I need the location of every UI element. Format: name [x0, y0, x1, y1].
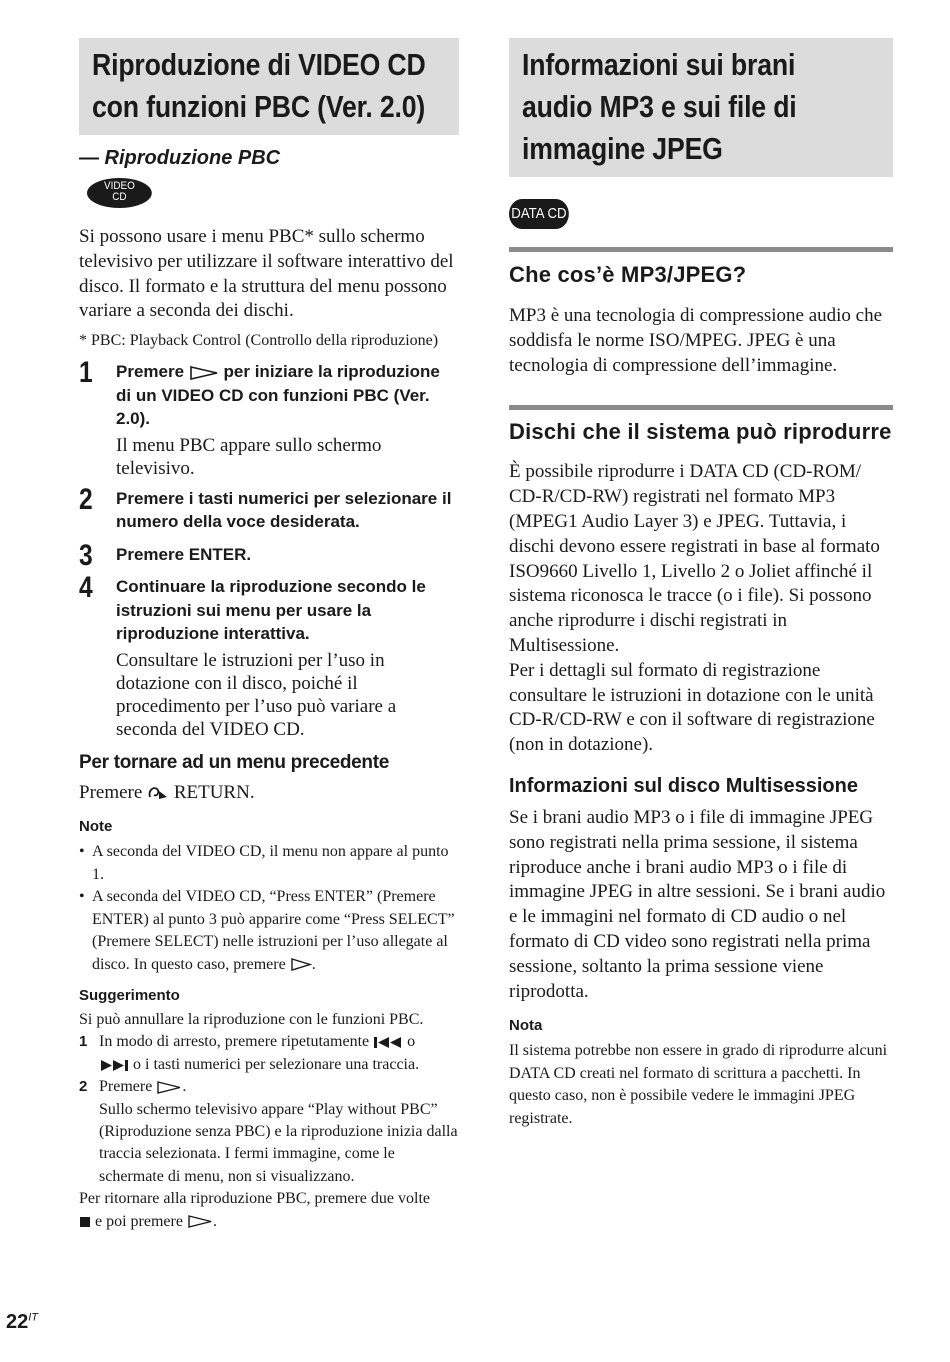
suggestion-outro-post: .	[212, 1212, 217, 1230]
left-title-line2: con funzioni PBC (Ver. 2.0)	[92, 89, 426, 124]
suggestion-text: Sullo schermo televisivo appare “Play without PBC” (Riproduzione senza PBC) e la riproduzione inizia dalla traccia selezionata. I fermi immagine, come le schermate di menu, non si visualizzano.	[99, 1100, 458, 1185]
page-number-value: 22	[6, 1311, 29, 1333]
next-track-icon	[99, 1059, 129, 1072]
suggestion-text-mid: o	[407, 1033, 416, 1051]
note-end: .	[311, 955, 316, 973]
play-icon	[290, 958, 312, 971]
badge-line1: VIDEO	[103, 180, 135, 192]
suggestion-intro: Si può annullare la riproduzione con le funzioni PBC.	[79, 1010, 424, 1028]
section-text-discs-2: Per i dettagli sul formato di registrazione consultare le istruzioni in dotazione con le unità CD-R/CD-RW e con il software di registrazione (non in dotazione).	[509, 659, 875, 756]
step-heading: Continuare la riproduzione secondo le istruzioni sui menu per usare la riproduzione interattiva.	[116, 577, 426, 644]
nota-text: Il sistema potrebbe non essere in grado di riprodurre alcuni DATA CD creati nel formato di scrittura a pacchetti. In questo caso, non è possibile vedere le immagini JPEG registrate.	[509, 1042, 888, 1127]
data-cd-badge: DATA CD	[509, 199, 569, 229]
left-intro: Si possono usare i menu PBC* sullo schermo televisivo per utilizzare il software interattivo del disco. Il formato e la struttura del menu possono variare a seconda dei dischi.	[79, 226, 454, 322]
step-number: 2	[79, 482, 93, 516]
step-heading	[116, 360, 459, 431]
suggestion-heading: Suggerimento	[79, 986, 180, 1004]
note-text: A seconda del VIDEO CD, “Press ENTER” (Premere ENTER) al punto 3 può apparire come “Press SELECT” (Premere SELECT) nelle istruzioni per l’uso allegate al disco. In questo caso, premere	[92, 888, 455, 973]
section-rule	[509, 405, 893, 410]
step-number: 1	[79, 356, 93, 390]
step-3	[79, 538, 459, 572]
note-text: A seconda del VIDEO CD, il menu non appare al punto 1.	[92, 843, 449, 883]
step-heading-post: per iniziare la riproduzione di un VIDEO CD con funzioni PBC (Ver. 2.0).	[116, 362, 440, 429]
section-title-mp3-jpeg: Che cos’è MP3/JPEG?	[509, 262, 747, 287]
return-heading: Per tornare ad un menu precedente	[79, 751, 390, 773]
suggestion-item	[79, 1076, 459, 1188]
suggestion-number: 1	[79, 1033, 88, 1051]
step-heading: Premere i tasti numerici per selezionare il numero della voce desiderata.	[116, 488, 452, 532]
section-rule	[509, 247, 893, 252]
note-item	[79, 841, 459, 886]
suggestion-item	[79, 1031, 459, 1076]
right-title-line2: audio MP3 e sui file di	[522, 89, 797, 124]
note-list	[79, 841, 459, 975]
note-heading: Note	[79, 818, 113, 836]
step-text: Consultare le istruzioni per l’uso in dotazione con il disco, poiché il procedimento per l’uso può variare a seconda del VIDEO CD.	[116, 649, 397, 740]
section-title-discs: Dischi che il sistema può riprodurre	[509, 419, 892, 445]
right-title-box	[509, 38, 893, 177]
suggestion-list	[79, 1031, 459, 1188]
return-text	[79, 781, 459, 806]
suggestion-text-pre: In modo di arresto, premere ripetutamente	[99, 1033, 370, 1051]
note-item	[79, 886, 459, 976]
subsection-title-multisession: Informazioni sul disco Multisessione	[509, 774, 858, 797]
left-column	[79, 38, 459, 1233]
step-heading: Premere ENTER.	[116, 544, 252, 564]
section-text-discs-1: È possibile riprodurre i DATA CD (CD-ROM/ CD-R/CD-RW) registrati nel formato MP3 (MPEG1 Audio Layer 3) e JPEG. Tuttavia, i dischi devono essere registrati in base al formato ISO9660 Livello 1, Livello 2 o Joliet affinché il sistema riconosca le tracce (o i file). Si possono anche riprodurre i dischi registrati in Multisessione.	[509, 461, 880, 656]
left-subtitle: — Riproduzione PBC	[79, 147, 281, 169]
play-icon	[189, 366, 219, 380]
step-number: 3	[79, 538, 93, 572]
prev-track-icon	[373, 1036, 403, 1049]
subsection-text-multisession: Se i brani audio MP3 o i file di immagine JPEG sono registrati nella prima sessione, il sistema riproduce anche i brani audio MP3 o i file di immagine JPEG in altre sessioni. Se i brani audio e le immagini nel formato di CD audio o nel formato di CD video sono registrati nella prima sessione, soltanto la prima sessione viene riprodotta.	[509, 806, 886, 1002]
step-4	[79, 571, 459, 741]
suggestion-outro-mid: e poi premere	[95, 1212, 183, 1230]
stop-icon	[79, 1216, 91, 1228]
video-cd-badge	[87, 178, 152, 208]
badge-line2: CD	[112, 191, 127, 203]
step-heading-pre: Premere	[116, 362, 185, 382]
right-column	[509, 38, 893, 1130]
suggestion-text-post: o i tasti numerici per selezionare una traccia.	[133, 1055, 420, 1073]
left-title-line1: Riproduzione di VIDEO CD	[92, 47, 426, 82]
page-number	[6, 1311, 38, 1334]
left-title-box	[79, 38, 459, 135]
right-title-line1: Informazioni sui brani	[522, 47, 796, 82]
step-text: Il menu PBC appare sullo schermo televisivo.	[116, 434, 382, 479]
section-text-mp3-jpeg: MP3 è una tecnologia di compressione audio che soddisfa le norme ISO/MPEG. JPEG è una tecnologia di compressione dell’immagine.	[509, 305, 883, 376]
return-icon	[147, 785, 169, 801]
return-text-pre: Premere	[79, 781, 143, 803]
left-footnote: * PBC: Playback Control (Controllo della riproduzione)	[79, 332, 439, 350]
step-2	[79, 482, 459, 534]
step-1	[79, 356, 459, 480]
play-icon	[187, 1215, 213, 1228]
suggestion-text-post: .	[182, 1078, 187, 1096]
suggestion-number: 2	[79, 1078, 88, 1096]
page-number-suffix: IT	[28, 1311, 39, 1324]
suggestion-text-pre: Premere	[99, 1078, 153, 1096]
right-title-line3: immagine JPEG	[522, 131, 723, 166]
suggestion-outro-pre: Per ritornare alla riproduzione PBC, premere due volte	[79, 1190, 430, 1208]
suggestion-outro	[79, 1188, 459, 1233]
step-number: 4	[79, 571, 93, 605]
play-icon	[156, 1081, 182, 1094]
return-text-post: RETURN.	[173, 781, 255, 803]
nota-heading: Nota	[509, 1017, 543, 1035]
